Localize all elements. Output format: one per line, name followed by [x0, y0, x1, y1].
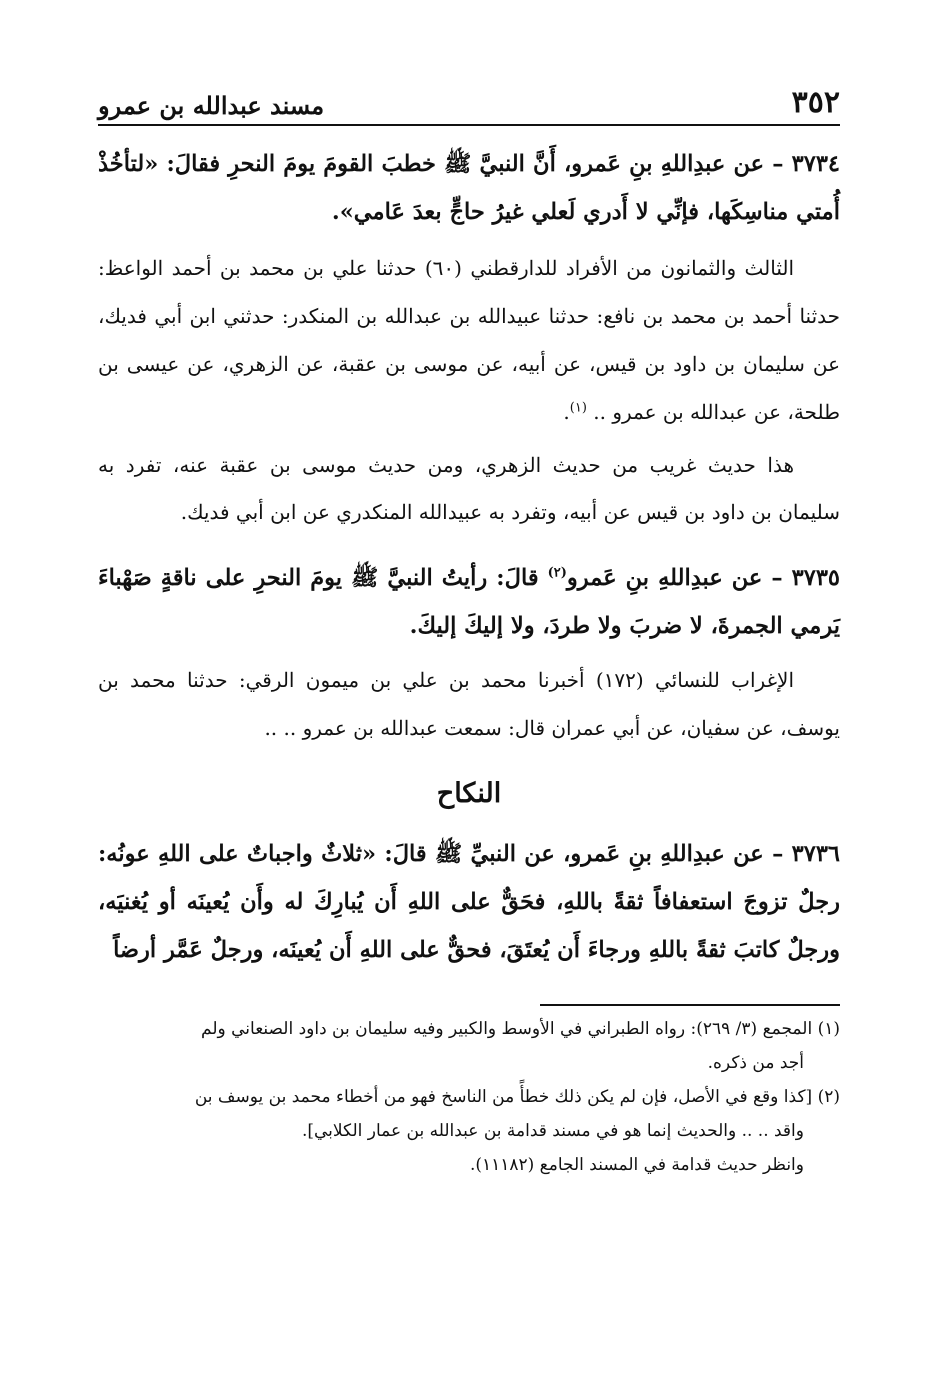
spacer: [98, 974, 840, 1004]
spacer: [98, 752, 840, 766]
hadith-3734-source: [98, 244, 840, 436]
footnotes: [98, 1012, 840, 1182]
source-text: الإغراب للنسائي (١٧٢) أخبرنا محمد بن علي بن ميمون الرقي: حدثنا محمد بن يوسف، عن سفيان، عن أبي عمران قال: سمعت عبدالله بن عمرو .. ..: [98, 668, 840, 740]
hadith-3735: [98, 554, 840, 650]
footnote-1-continued: [98, 1046, 840, 1080]
footnote-ref-1[interactable]: (١): [569, 400, 587, 416]
spacer: [98, 126, 840, 140]
footnote-marker: (١): [817, 1019, 840, 1039]
footnote-1: [98, 1012, 840, 1046]
page-number: ٣٥٢: [791, 85, 840, 120]
hadith-text: ٣٧٣٦ – عن عبدِاللهِ بنِ عَمرو، عن النبيِّ ﷺ قالَ: «ثلاثٌ واجباتٌ على اللهِ عونُه: رجلٌ تزوجَ استعفافاً ثقةً باللهِ، فحَقٌّ على اللهِ أَن يُبارِكَ له وأَن يُعينَه أو يُغنيَه، ورجلٌ كاتبَ ثقةً باللهِ ورجاءَ أَن يُعتَقَ، فحقٌّ على اللهِ أَن يُعينَه، ورجلٌ عَمَّر أرضاً: [98, 841, 840, 963]
spacer: [98, 236, 840, 244]
footnote-line: وانظر حديث قدامة في المسند الجامع (١١١٨٢).: [469, 1155, 804, 1175]
hadith-3736: [98, 830, 840, 974]
footnote-2-continued: [98, 1148, 840, 1182]
source-text-end: .: [563, 400, 570, 424]
footnote-2-continued: [98, 1114, 840, 1148]
hadith-3734-comment: [98, 442, 840, 536]
spacer: [98, 536, 840, 554]
hadith-3735-source: [98, 656, 840, 752]
footnote-ref-2[interactable]: (٢): [547, 565, 567, 581]
comment-text: هذا حديث غريب من حديث الزهري، ومن حديث موسى بن عقبة عنه، تفرد به سليمان بن داود بن قيس عن أبيه، وتفرد به عبيدالله المنكدري عن ابن أبي فديك.: [98, 453, 840, 524]
running-head: [98, 78, 840, 126]
footnote-line: واقد .. .. والحديث إنما هو في مسند قدامة بن عبدالله بن عمار الكلابي].: [301, 1121, 804, 1141]
hadith-text-end: قالَ: رأيتُ النبيَّ ﷺ يومَ النحرِ على ناقةٍ صَهْباءَ يَرمي الجمرةَ، لا ضربَ ولا طردَ، ولا إليكَ إليكَ.: [98, 565, 840, 639]
footnote-marker: (٢): [817, 1087, 840, 1107]
footnote-line: أجد من ذكره.: [707, 1053, 804, 1073]
footnote-line: المجمع (٣/ ٢٦٩): رواه الطبراني في الأوسط والكبير وفيه سليمان بن داود الصنعاني ولم: [201, 1019, 813, 1039]
book-page: [98, 78, 840, 1182]
hadith-text: ٣٧٣٥ – عن عبدِاللهِ بنِ عَمرو: [566, 565, 841, 591]
footnote-line: [كذا وقع في الأصل، فإن لم يكن ذلك خطأً من الناسخ فهو من أخطاء محمد بن يوسف بن: [194, 1087, 813, 1107]
hadith-text: ٣٧٣٤ – عن عبدِاللهِ بنِ عَمرو، أَنَّ النبيَّ ﷺ خطبَ القومَ يومَ النحرِ فقالَ: «لتأخُذْ أُمتي مناسِكَها، فإنِّي لا أَدري لَعلي غيرُ حاجٍّ بعدَ عَامي».: [98, 151, 840, 225]
spacer: [98, 822, 840, 830]
running-title: مسند عبدالله بن عمرو: [98, 91, 325, 120]
footnote-2: [98, 1080, 840, 1114]
source-text: الثالث والثمانون من الأفراد للدارقطني (٦٠) حدثنا علي بن محمد بن أحمد الواعظ: حدثنا أحمد بن محمد بن نافع: حدثنا عبيدالله بن عبدالله بن المنكدر: حدثني ابن أبي فديك، عن سليمان بن داود بن قيس، عن أبيه، عن موسى بن عقبة، عن الزهري، عن عيسى بن طلحة، عن عبدالله بن عمرو ..: [98, 256, 840, 424]
section-heading: النكاح: [436, 778, 502, 809]
hadith-3734: [98, 140, 840, 236]
